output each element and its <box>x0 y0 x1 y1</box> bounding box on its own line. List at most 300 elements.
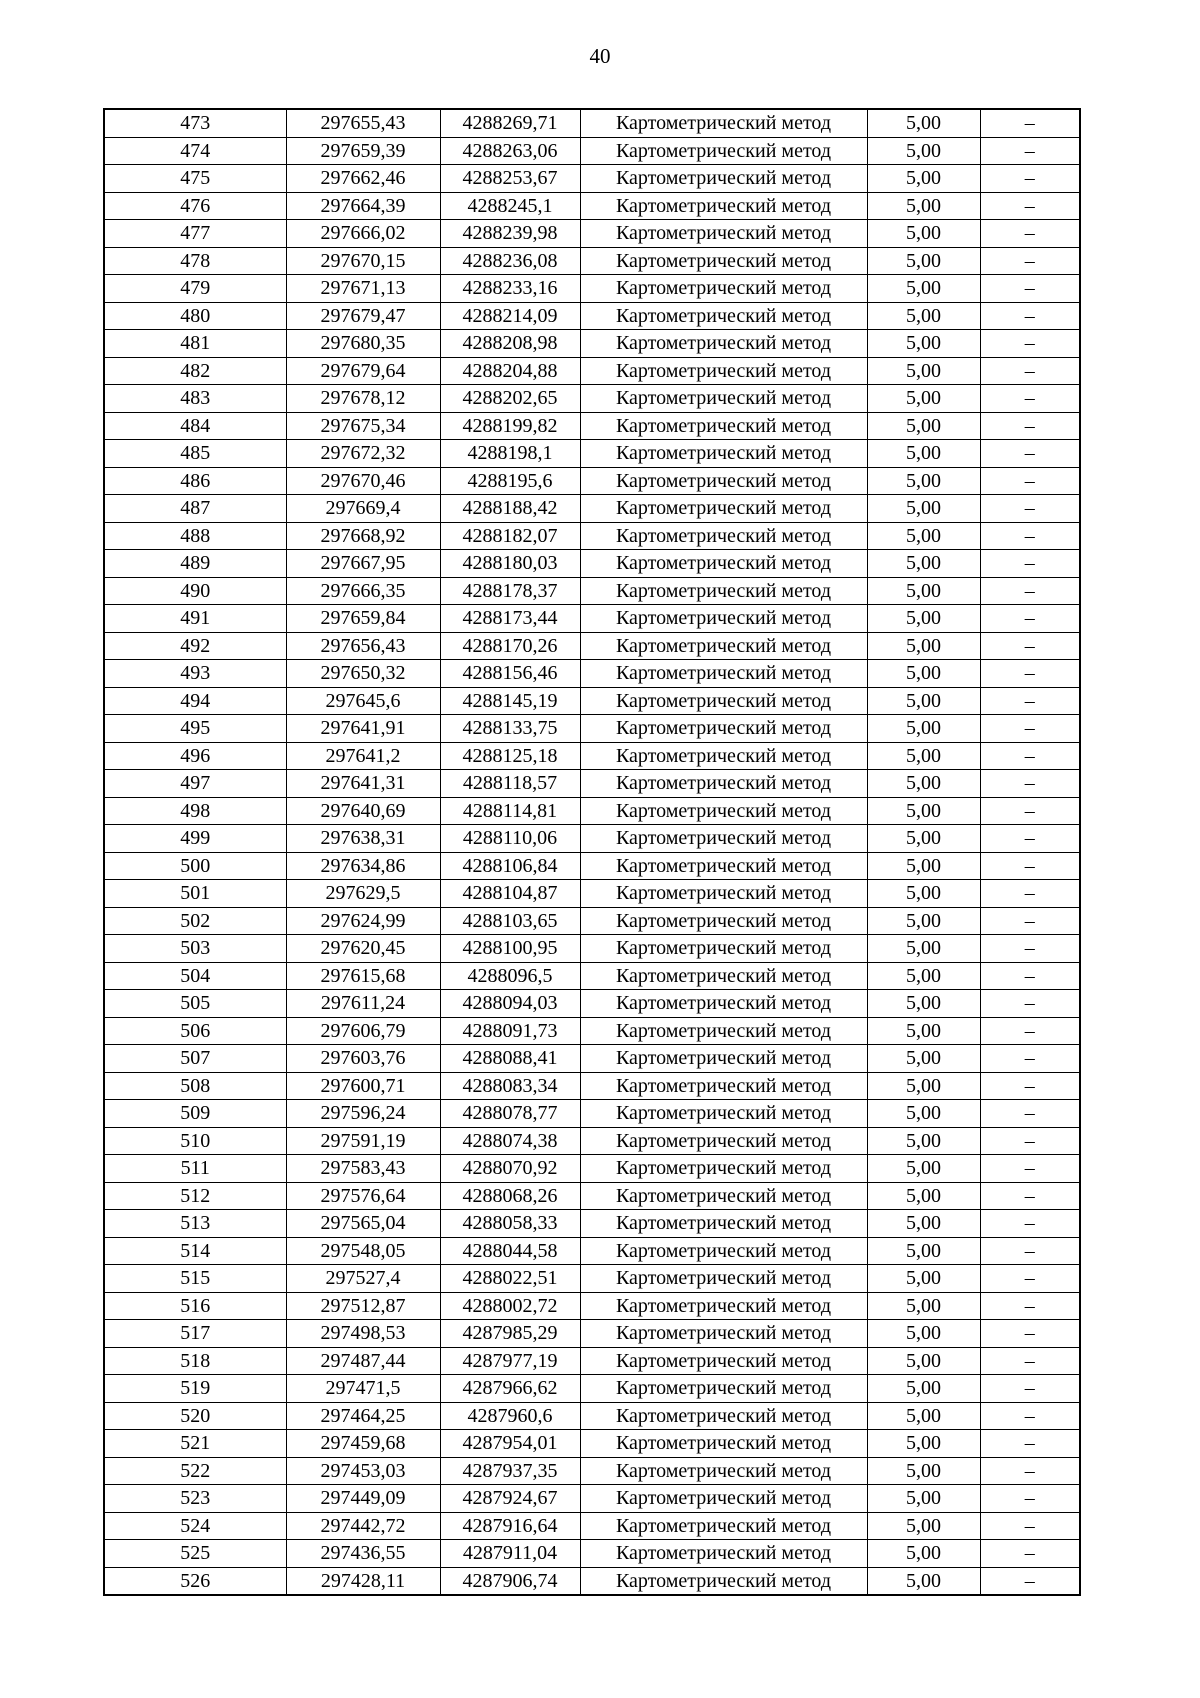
x-coordinate-cell: 297668,92 <box>286 522 440 550</box>
table-row <box>104 412 1080 440</box>
description-cell: – <box>980 1127 1080 1155</box>
table-row <box>104 302 1080 330</box>
method-cell: Картометрический метод <box>580 907 867 935</box>
point-number-cell: 510 <box>104 1127 286 1155</box>
accuracy-cell: 5,00 <box>867 605 980 633</box>
point-number-cell: 523 <box>104 1485 286 1513</box>
table-row <box>104 1402 1080 1430</box>
accuracy-cell: 5,00 <box>867 852 980 880</box>
point-number-cell: 495 <box>104 715 286 743</box>
y-coordinate-cell: 4288180,03 <box>440 550 580 578</box>
point-number-cell: 498 <box>104 797 286 825</box>
description-cell: – <box>980 1375 1080 1403</box>
y-coordinate-cell: 4288091,73 <box>440 1017 580 1045</box>
description-cell: – <box>980 935 1080 963</box>
y-coordinate-cell: 4288178,37 <box>440 577 580 605</box>
y-coordinate-cell: 4288173,44 <box>440 605 580 633</box>
description-cell: – <box>980 165 1080 193</box>
accuracy-cell: 5,00 <box>867 1540 980 1568</box>
accuracy-cell: 5,00 <box>867 770 980 798</box>
accuracy-cell: 5,00 <box>867 1375 980 1403</box>
x-coordinate-cell: 297671,13 <box>286 275 440 303</box>
description-cell: – <box>980 797 1080 825</box>
x-coordinate-cell: 297656,43 <box>286 632 440 660</box>
coordinates-table <box>103 108 1081 1596</box>
x-coordinate-cell: 297641,2 <box>286 742 440 770</box>
x-coordinate-cell: 297471,5 <box>286 1375 440 1403</box>
point-number-cell: 491 <box>104 605 286 633</box>
description-cell: – <box>980 880 1080 908</box>
description-cell: – <box>980 109 1080 137</box>
x-coordinate-cell: 297666,35 <box>286 577 440 605</box>
method-cell: Картометрический метод <box>580 1127 867 1155</box>
description-cell: – <box>980 990 1080 1018</box>
accuracy-cell: 5,00 <box>867 220 980 248</box>
accuracy-cell: 5,00 <box>867 935 980 963</box>
table-row <box>104 1567 1080 1595</box>
table-row <box>104 715 1080 743</box>
x-coordinate-cell: 297670,15 <box>286 247 440 275</box>
table-row <box>104 660 1080 688</box>
table-row <box>104 935 1080 963</box>
y-coordinate-cell: 4287966,62 <box>440 1375 580 1403</box>
table-row <box>104 330 1080 358</box>
accuracy-cell: 5,00 <box>867 1402 980 1430</box>
description-cell: – <box>980 1072 1080 1100</box>
method-cell: Картометрический метод <box>580 935 867 963</box>
y-coordinate-cell: 4288133,75 <box>440 715 580 743</box>
point-number-cell: 519 <box>104 1375 286 1403</box>
y-coordinate-cell: 4288068,26 <box>440 1182 580 1210</box>
description-cell: – <box>980 1457 1080 1485</box>
table-row <box>104 1430 1080 1458</box>
point-number-cell: 515 <box>104 1265 286 1293</box>
x-coordinate-cell: 297464,25 <box>286 1402 440 1430</box>
y-coordinate-cell: 4288103,65 <box>440 907 580 935</box>
point-number-cell: 507 <box>104 1045 286 1073</box>
y-coordinate-cell: 4288263,06 <box>440 137 580 165</box>
x-coordinate-cell: 297670,46 <box>286 467 440 495</box>
accuracy-cell: 5,00 <box>867 1292 980 1320</box>
point-number-cell: 489 <box>104 550 286 578</box>
accuracy-cell: 5,00 <box>867 1265 980 1293</box>
description-cell: – <box>980 522 1080 550</box>
x-coordinate-cell: 297664,39 <box>286 192 440 220</box>
table-row <box>104 990 1080 1018</box>
description-cell: – <box>980 1320 1080 1348</box>
accuracy-cell: 5,00 <box>867 137 980 165</box>
y-coordinate-cell: 4288104,87 <box>440 880 580 908</box>
y-coordinate-cell: 4288233,16 <box>440 275 580 303</box>
y-coordinate-cell: 4288022,51 <box>440 1265 580 1293</box>
description-cell: – <box>980 1292 1080 1320</box>
y-coordinate-cell: 4287937,35 <box>440 1457 580 1485</box>
description-cell: – <box>980 1155 1080 1183</box>
description-cell: – <box>980 440 1080 468</box>
description-cell: – <box>980 1210 1080 1238</box>
table-row <box>104 852 1080 880</box>
y-coordinate-cell: 4287916,64 <box>440 1512 580 1540</box>
accuracy-cell: 5,00 <box>867 825 980 853</box>
accuracy-cell: 5,00 <box>867 330 980 358</box>
method-cell: Картометрический метод <box>580 440 867 468</box>
table-row <box>104 1347 1080 1375</box>
method-cell: Картометрический метод <box>580 137 867 165</box>
point-number-cell: 475 <box>104 165 286 193</box>
x-coordinate-cell: 297672,32 <box>286 440 440 468</box>
description-cell: – <box>980 742 1080 770</box>
point-number-cell: 486 <box>104 467 286 495</box>
table-row <box>104 632 1080 660</box>
table-row <box>104 275 1080 303</box>
accuracy-cell: 5,00 <box>867 1072 980 1100</box>
table-row <box>104 192 1080 220</box>
y-coordinate-cell: 4288214,09 <box>440 302 580 330</box>
method-cell: Картометрический метод <box>580 1100 867 1128</box>
method-cell: Картометрический метод <box>580 1017 867 1045</box>
table-row <box>104 1210 1080 1238</box>
table-row <box>104 357 1080 385</box>
table-row <box>104 1017 1080 1045</box>
method-cell: Картометрический метод <box>580 1347 867 1375</box>
x-coordinate-cell: 297596,24 <box>286 1100 440 1128</box>
table-row <box>104 1292 1080 1320</box>
point-number-cell: 497 <box>104 770 286 798</box>
table-row <box>104 1155 1080 1183</box>
method-cell: Картометрический метод <box>580 1182 867 1210</box>
point-number-cell: 505 <box>104 990 286 1018</box>
method-cell: Картометрический метод <box>580 632 867 660</box>
accuracy-cell: 5,00 <box>867 1320 980 1348</box>
description-cell: – <box>980 907 1080 935</box>
table-row <box>104 577 1080 605</box>
description-cell: – <box>980 275 1080 303</box>
accuracy-cell: 5,00 <box>867 247 980 275</box>
point-number-cell: 526 <box>104 1567 286 1595</box>
point-number-cell: 478 <box>104 247 286 275</box>
point-number-cell: 506 <box>104 1017 286 1045</box>
point-number-cell: 508 <box>104 1072 286 1100</box>
table-row <box>104 1182 1080 1210</box>
point-number-cell: 504 <box>104 962 286 990</box>
point-number-cell: 477 <box>104 220 286 248</box>
y-coordinate-cell: 4288096,5 <box>440 962 580 990</box>
y-coordinate-cell: 4288198,1 <box>440 440 580 468</box>
accuracy-cell: 5,00 <box>867 1155 980 1183</box>
x-coordinate-cell: 297576,64 <box>286 1182 440 1210</box>
y-coordinate-cell: 4288202,65 <box>440 385 580 413</box>
y-coordinate-cell: 4288125,18 <box>440 742 580 770</box>
table-row <box>104 1485 1080 1513</box>
page-number: 40 <box>589 44 611 68</box>
point-number-cell: 490 <box>104 577 286 605</box>
description-cell: – <box>980 687 1080 715</box>
accuracy-cell: 5,00 <box>867 357 980 385</box>
point-number-cell: 503 <box>104 935 286 963</box>
table-row <box>104 1540 1080 1568</box>
description-cell: – <box>980 357 1080 385</box>
method-cell: Картометрический метод <box>580 550 867 578</box>
description-cell: – <box>980 302 1080 330</box>
y-coordinate-cell: 4288239,98 <box>440 220 580 248</box>
table-row <box>104 165 1080 193</box>
description-cell: – <box>980 1512 1080 1540</box>
point-number-cell: 479 <box>104 275 286 303</box>
method-cell: Картометрический метод <box>580 1375 867 1403</box>
point-number-cell: 518 <box>104 1347 286 1375</box>
point-number-cell: 501 <box>104 880 286 908</box>
x-coordinate-cell: 297679,64 <box>286 357 440 385</box>
point-number-cell: 516 <box>104 1292 286 1320</box>
y-coordinate-cell: 4288269,71 <box>440 109 580 137</box>
method-cell: Картометрический метод <box>580 990 867 1018</box>
accuracy-cell: 5,00 <box>867 385 980 413</box>
x-coordinate-cell: 297512,87 <box>286 1292 440 1320</box>
table-row <box>104 550 1080 578</box>
method-cell: Картометрический метод <box>580 1210 867 1238</box>
method-cell: Картометрический метод <box>580 577 867 605</box>
point-number-cell: 494 <box>104 687 286 715</box>
x-coordinate-cell: 297634,86 <box>286 852 440 880</box>
table-row <box>104 1237 1080 1265</box>
table-row <box>104 440 1080 468</box>
description-cell: – <box>980 137 1080 165</box>
x-coordinate-cell: 297428,11 <box>286 1567 440 1595</box>
description-cell: – <box>980 1182 1080 1210</box>
description-cell: – <box>980 1237 1080 1265</box>
point-number-cell: 500 <box>104 852 286 880</box>
y-coordinate-cell: 4288208,98 <box>440 330 580 358</box>
accuracy-cell: 5,00 <box>867 1430 980 1458</box>
method-cell: Картометрический метод <box>580 220 867 248</box>
table-row <box>104 742 1080 770</box>
x-coordinate-cell: 297591,19 <box>286 1127 440 1155</box>
point-number-cell: 521 <box>104 1430 286 1458</box>
point-number-cell: 520 <box>104 1402 286 1430</box>
y-coordinate-cell: 4288188,42 <box>440 495 580 523</box>
method-cell: Картометрический метод <box>580 495 867 523</box>
description-cell: – <box>980 605 1080 633</box>
y-coordinate-cell: 4288199,82 <box>440 412 580 440</box>
table-row <box>104 495 1080 523</box>
x-coordinate-cell: 297675,34 <box>286 412 440 440</box>
table-row <box>104 1072 1080 1100</box>
accuracy-cell: 5,00 <box>867 1567 980 1595</box>
x-coordinate-cell: 297615,68 <box>286 962 440 990</box>
x-coordinate-cell: 297669,4 <box>286 495 440 523</box>
method-cell: Картометрический метод <box>580 605 867 633</box>
accuracy-cell: 5,00 <box>867 880 980 908</box>
y-coordinate-cell: 4288236,08 <box>440 247 580 275</box>
x-coordinate-cell: 297600,71 <box>286 1072 440 1100</box>
y-coordinate-cell: 4288078,77 <box>440 1100 580 1128</box>
accuracy-cell: 5,00 <box>867 962 980 990</box>
method-cell: Картометрический метод <box>580 165 867 193</box>
point-number-cell: 484 <box>104 412 286 440</box>
table-row <box>104 522 1080 550</box>
description-cell: – <box>980 1347 1080 1375</box>
point-number-cell: 493 <box>104 660 286 688</box>
y-coordinate-cell: 4288094,03 <box>440 990 580 1018</box>
table-row <box>104 1512 1080 1540</box>
y-coordinate-cell: 4287954,01 <box>440 1430 580 1458</box>
x-coordinate-cell: 297641,31 <box>286 770 440 798</box>
x-coordinate-cell: 297662,46 <box>286 165 440 193</box>
description-cell: – <box>980 852 1080 880</box>
method-cell: Картометрический метод <box>580 852 867 880</box>
x-coordinate-cell: 297624,99 <box>286 907 440 935</box>
y-coordinate-cell: 4288106,84 <box>440 852 580 880</box>
accuracy-cell: 5,00 <box>867 1045 980 1073</box>
table-row <box>104 907 1080 935</box>
method-cell: Картометрический метод <box>580 247 867 275</box>
x-coordinate-cell: 297645,6 <box>286 687 440 715</box>
point-number-cell: 517 <box>104 1320 286 1348</box>
description-cell: – <box>980 825 1080 853</box>
x-coordinate-cell: 297641,91 <box>286 715 440 743</box>
accuracy-cell: 5,00 <box>867 1512 980 1540</box>
y-coordinate-cell: 4288074,38 <box>440 1127 580 1155</box>
table-row <box>104 770 1080 798</box>
accuracy-cell: 5,00 <box>867 1127 980 1155</box>
table-row <box>104 825 1080 853</box>
y-coordinate-cell: 4288195,6 <box>440 467 580 495</box>
method-cell: Картометрический метод <box>580 687 867 715</box>
method-cell: Картометрический метод <box>580 825 867 853</box>
method-cell: Картометрический метод <box>580 962 867 990</box>
description-cell: – <box>980 1485 1080 1513</box>
description-cell: – <box>980 467 1080 495</box>
y-coordinate-cell: 4288110,06 <box>440 825 580 853</box>
table-row <box>104 1375 1080 1403</box>
method-cell: Картометрический метод <box>580 1265 867 1293</box>
method-cell: Картометрический метод <box>580 1567 867 1595</box>
accuracy-cell: 5,00 <box>867 550 980 578</box>
x-coordinate-cell: 297459,68 <box>286 1430 440 1458</box>
method-cell: Картометрический метод <box>580 1430 867 1458</box>
accuracy-cell: 5,00 <box>867 440 980 468</box>
point-number-cell: 509 <box>104 1100 286 1128</box>
x-coordinate-cell: 297436,55 <box>286 1540 440 1568</box>
description-cell: – <box>980 330 1080 358</box>
table-row <box>104 1100 1080 1128</box>
table-row <box>104 220 1080 248</box>
accuracy-cell: 5,00 <box>867 1210 980 1238</box>
point-number-cell: 513 <box>104 1210 286 1238</box>
accuracy-cell: 5,00 <box>867 1457 980 1485</box>
accuracy-cell: 5,00 <box>867 1347 980 1375</box>
x-coordinate-cell: 297453,03 <box>286 1457 440 1485</box>
table-row <box>104 687 1080 715</box>
point-number-cell: 496 <box>104 742 286 770</box>
accuracy-cell: 5,00 <box>867 1182 980 1210</box>
description-cell: – <box>980 1430 1080 1458</box>
point-number-cell: 492 <box>104 632 286 660</box>
method-cell: Картометрический метод <box>580 302 867 330</box>
point-number-cell: 480 <box>104 302 286 330</box>
table-row <box>104 1320 1080 1348</box>
description-cell: – <box>980 1017 1080 1045</box>
x-coordinate-cell: 297583,43 <box>286 1155 440 1183</box>
description-cell: – <box>980 1265 1080 1293</box>
accuracy-cell: 5,00 <box>867 660 980 688</box>
accuracy-cell: 5,00 <box>867 1485 980 1513</box>
y-coordinate-cell: 4288253,67 <box>440 165 580 193</box>
table-row <box>104 797 1080 825</box>
y-coordinate-cell: 4288170,26 <box>440 632 580 660</box>
method-cell: Картометрический метод <box>580 1457 867 1485</box>
y-coordinate-cell: 4288088,41 <box>440 1045 580 1073</box>
description-cell: – <box>980 1045 1080 1073</box>
description-cell: – <box>980 550 1080 578</box>
description-cell: – <box>980 412 1080 440</box>
y-coordinate-cell: 4288118,57 <box>440 770 580 798</box>
point-number-cell: 502 <box>104 907 286 935</box>
accuracy-cell: 5,00 <box>867 1237 980 1265</box>
accuracy-cell: 5,00 <box>867 412 980 440</box>
accuracy-cell: 5,00 <box>867 1100 980 1128</box>
x-coordinate-cell: 297548,05 <box>286 1237 440 1265</box>
accuracy-cell: 5,00 <box>867 109 980 137</box>
table-row <box>104 385 1080 413</box>
point-number-cell: 514 <box>104 1237 286 1265</box>
accuracy-cell: 5,00 <box>867 165 980 193</box>
method-cell: Картометрический метод <box>580 797 867 825</box>
accuracy-cell: 5,00 <box>867 495 980 523</box>
table-row <box>104 962 1080 990</box>
description-cell: – <box>980 495 1080 523</box>
method-cell: Картометрический метод <box>580 1540 867 1568</box>
point-number-cell: 485 <box>104 440 286 468</box>
description-cell: – <box>980 247 1080 275</box>
method-cell: Картометрический метод <box>580 770 867 798</box>
table-row <box>104 1457 1080 1485</box>
point-number-cell: 474 <box>104 137 286 165</box>
point-number-cell: 499 <box>104 825 286 853</box>
x-coordinate-cell: 297487,44 <box>286 1347 440 1375</box>
point-number-cell: 487 <box>104 495 286 523</box>
method-cell: Картометрический метод <box>580 109 867 137</box>
y-coordinate-cell: 4287924,67 <box>440 1485 580 1513</box>
accuracy-cell: 5,00 <box>867 797 980 825</box>
y-coordinate-cell: 4287906,74 <box>440 1567 580 1595</box>
accuracy-cell: 5,00 <box>867 907 980 935</box>
y-coordinate-cell: 4287960,6 <box>440 1402 580 1430</box>
method-cell: Картометрический метод <box>580 467 867 495</box>
x-coordinate-cell: 297650,32 <box>286 660 440 688</box>
table-row <box>104 109 1080 137</box>
description-cell: – <box>980 1100 1080 1128</box>
y-coordinate-cell: 4288114,81 <box>440 797 580 825</box>
point-number-cell: 482 <box>104 357 286 385</box>
accuracy-cell: 5,00 <box>867 632 980 660</box>
method-cell: Картометрический метод <box>580 1237 867 1265</box>
x-coordinate-cell: 297678,12 <box>286 385 440 413</box>
description-cell: – <box>980 770 1080 798</box>
method-cell: Картометрический метод <box>580 1485 867 1513</box>
x-coordinate-cell: 297659,39 <box>286 137 440 165</box>
method-cell: Картометрический метод <box>580 1292 867 1320</box>
y-coordinate-cell: 4288083,34 <box>440 1072 580 1100</box>
accuracy-cell: 5,00 <box>867 687 980 715</box>
table-row <box>104 1265 1080 1293</box>
description-cell: – <box>980 577 1080 605</box>
table-row <box>104 467 1080 495</box>
method-cell: Картометрический метод <box>580 880 867 908</box>
description-cell: – <box>980 385 1080 413</box>
method-cell: Картометрический метод <box>580 275 867 303</box>
x-coordinate-cell: 297655,43 <box>286 109 440 137</box>
